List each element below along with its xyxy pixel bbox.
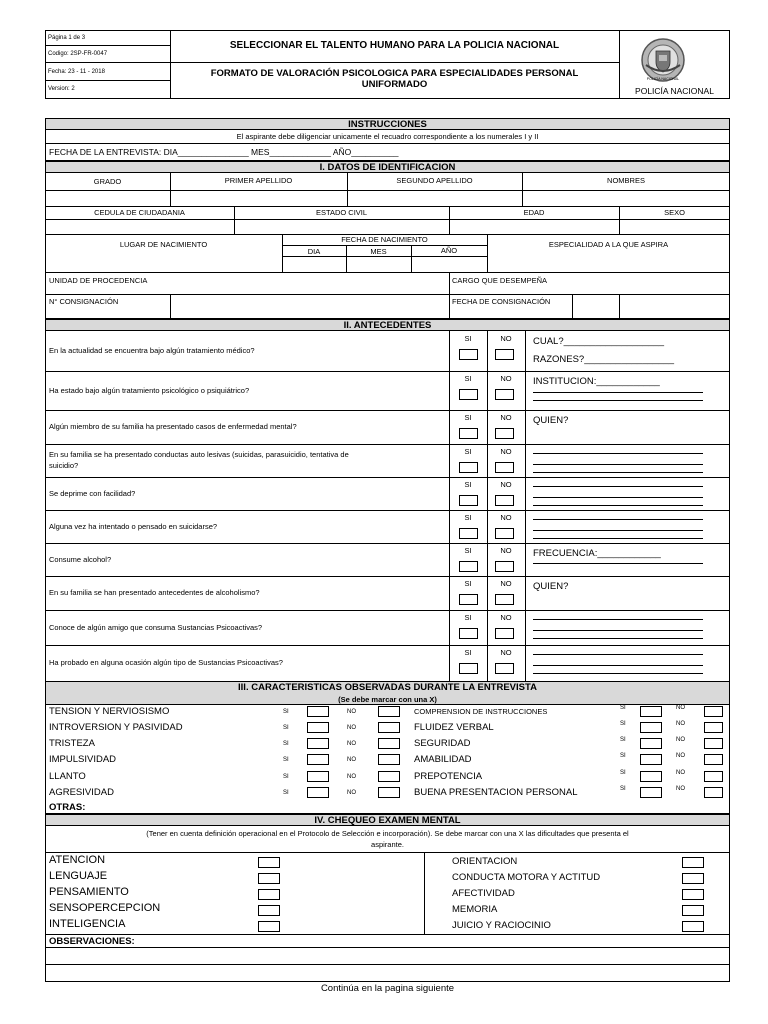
instructions-note: El aspirante debe diligenciar unicamente el recuadro correspondiente a los numerales I y II bbox=[236, 132, 539, 141]
si-checkbox[interactable] bbox=[640, 706, 662, 717]
antecedente-question: Ha probado en alguna ocasión algún tipo de Sustancias Psicoactivas? bbox=[49, 658, 283, 667]
section-4-heading: IV. CHEQUEO EXAMEN MENTAL bbox=[314, 815, 461, 826]
si-checkbox[interactable] bbox=[459, 594, 478, 605]
antecedente-question: Se deprime con facilidad? bbox=[49, 488, 136, 498]
antecedente-question: En su familia se ha presentado conductas auto lesivas (suicidas, parasuicidio, tentativa de bbox=[49, 449, 349, 459]
no-label: NO bbox=[676, 770, 685, 776]
mental-exam-item: ORIENTACION bbox=[452, 856, 518, 867]
si-checkbox[interactable] bbox=[307, 754, 329, 765]
dia-label: DIA bbox=[307, 247, 321, 256]
mental-exam-item: SENSOPERCEPCION bbox=[49, 902, 161, 914]
no-label: NO bbox=[676, 753, 685, 759]
si-label: SI bbox=[464, 334, 472, 343]
primer-apellido-label: PRIMER APELLIDO bbox=[224, 176, 293, 185]
si-label: SI bbox=[283, 709, 289, 715]
si-checkbox[interactable] bbox=[307, 787, 329, 798]
answer-line[interactable] bbox=[533, 472, 703, 473]
si-checkbox[interactable] bbox=[459, 349, 478, 360]
no-checkbox[interactable] bbox=[495, 594, 514, 605]
si-label: SI bbox=[464, 546, 472, 555]
trait-label: INTROVERSION Y PASIVIDAD bbox=[49, 722, 183, 733]
grado-label: GRADO bbox=[93, 177, 122, 186]
answer-line[interactable] bbox=[533, 538, 703, 539]
si-checkbox[interactable] bbox=[640, 754, 662, 765]
segundo-apellido-label: SEGUNDO APELLIDO bbox=[396, 176, 473, 185]
no-checkbox[interactable] bbox=[495, 628, 514, 639]
trait-label: TRISTEZA bbox=[49, 738, 95, 749]
antecedente-detail[interactable]: CUAL?___________________ bbox=[533, 336, 665, 347]
si-checkbox[interactable] bbox=[307, 738, 329, 749]
antecedente-detail[interactable]: QUIEN? bbox=[533, 415, 569, 426]
si-checkbox[interactable] bbox=[459, 389, 478, 400]
answer-line[interactable] bbox=[533, 654, 703, 655]
mental-exam-checkbox[interactable] bbox=[258, 921, 280, 932]
no-label: NO bbox=[676, 705, 685, 711]
si-checkbox[interactable] bbox=[640, 771, 662, 782]
mental-exam-item: INTELIGENCIA bbox=[49, 918, 126, 930]
si-checkbox[interactable] bbox=[459, 495, 478, 506]
si-checkbox[interactable] bbox=[640, 722, 662, 733]
trait-label: AMABILIDAD bbox=[414, 754, 472, 765]
sexo-label: SEXO bbox=[664, 208, 685, 217]
antecedente-question-cont: suicidio? bbox=[49, 460, 79, 470]
no-label: NO bbox=[676, 737, 685, 743]
no-label: NO bbox=[347, 741, 356, 747]
trait-label: PREPOTENCIA bbox=[414, 771, 483, 782]
row-divider bbox=[45, 371, 730, 372]
si-label: SI bbox=[464, 648, 472, 657]
no-checkbox[interactable] bbox=[378, 771, 400, 782]
otras-label: OTRAS: bbox=[49, 802, 86, 813]
no-checkbox[interactable] bbox=[378, 706, 400, 717]
si-label: SI bbox=[620, 770, 626, 776]
no-checkbox[interactable] bbox=[495, 428, 514, 439]
trait-label: LLANTO bbox=[49, 771, 86, 782]
no-checkbox[interactable] bbox=[704, 787, 723, 798]
si-label: SI bbox=[283, 790, 289, 796]
cargo-label: CARGO QUE DESEMPEÑA bbox=[452, 276, 548, 285]
answer-line[interactable] bbox=[533, 400, 703, 401]
mental-exam-checkbox[interactable] bbox=[682, 905, 704, 916]
no-label: NO bbox=[347, 757, 356, 763]
trait-label: TENSION Y NERVIOSISMO bbox=[49, 706, 170, 717]
row-divider bbox=[45, 410, 730, 411]
no-label: NO bbox=[500, 480, 512, 489]
mental-exam-checkbox[interactable] bbox=[258, 889, 280, 900]
antecedente-question: Consume alcohol? bbox=[49, 554, 112, 564]
row-divider bbox=[45, 645, 730, 646]
si-checkbox[interactable] bbox=[307, 722, 329, 733]
lugar-nacimiento-label: LUGAR DE NACIMIENTO bbox=[119, 240, 208, 249]
si-label: SI bbox=[464, 374, 472, 383]
nombres-label: NOMBRES bbox=[607, 176, 645, 185]
no-checkbox[interactable] bbox=[495, 663, 514, 674]
section-1-heading: I. DATOS DE IDENTIFICACION bbox=[319, 162, 456, 173]
no-checkbox[interactable] bbox=[704, 738, 723, 749]
no-label: NO bbox=[676, 721, 685, 727]
answer-line[interactable] bbox=[533, 630, 703, 631]
no-label: NO bbox=[500, 447, 512, 456]
si-label: SI bbox=[464, 413, 472, 422]
answer-line[interactable] bbox=[533, 638, 703, 639]
antecedente-question: Conoce de algún amigo que consuma Sustancias Psicoactivas? bbox=[49, 622, 263, 632]
si-checkbox[interactable] bbox=[459, 663, 478, 674]
mental-exam-checkbox[interactable] bbox=[682, 873, 704, 884]
no-checkbox[interactable] bbox=[704, 722, 723, 733]
no-label: NO bbox=[347, 725, 356, 731]
mental-exam-item: PENSAMIENTO bbox=[49, 886, 129, 898]
antecedente-question: Ha estado bajo algún tratamiento psicológico o psiquiátrico? bbox=[49, 385, 250, 395]
answer-line[interactable] bbox=[533, 486, 703, 487]
edad-label: EDAD bbox=[523, 208, 545, 217]
no-checkbox[interactable] bbox=[378, 787, 400, 798]
mental-exam-item: ATENCION bbox=[49, 854, 106, 866]
si-checkbox[interactable] bbox=[307, 771, 329, 782]
form-date: Fecha: 23 - 11 - 2018 bbox=[48, 69, 105, 75]
antecedente-detail[interactable]: RAZONES?_________________ bbox=[533, 354, 675, 365]
no-label: NO bbox=[500, 334, 512, 343]
answer-line[interactable] bbox=[533, 665, 703, 666]
si-label: SI bbox=[620, 737, 626, 743]
no-checkbox[interactable] bbox=[495, 462, 514, 473]
fecha-nacimiento-label: FECHA DE NACIMIENTO bbox=[341, 235, 428, 244]
trait-label: IMPULSIVIDAD bbox=[49, 754, 117, 765]
si-checkbox[interactable] bbox=[459, 462, 478, 473]
mental-exam-checkbox[interactable] bbox=[258, 857, 280, 868]
no-checkbox[interactable] bbox=[495, 495, 514, 506]
antecedente-question: Algún miembro de su familia ha presentado casos de enfermedad mental? bbox=[49, 422, 297, 431]
instructions-heading: INSTRUCCIONES bbox=[348, 119, 427, 130]
section-2-heading: II. ANTECEDENTES bbox=[343, 320, 432, 331]
fecha-consignacion-label: FECHA DE CONSIGNACIÓN bbox=[452, 297, 551, 306]
si-label: SI bbox=[620, 705, 626, 711]
no-label: NO bbox=[500, 513, 512, 522]
answer-line[interactable] bbox=[533, 619, 703, 620]
antecedente-question: Alguna vez ha intentado o pensado en suicidarse? bbox=[49, 521, 218, 531]
row-divider bbox=[45, 576, 730, 577]
si-label: SI bbox=[283, 757, 289, 763]
mental-exam-checkbox[interactable] bbox=[682, 889, 704, 900]
page-number: Página 1 de 3 bbox=[48, 35, 86, 41]
antecedente-detail[interactable]: QUIEN? bbox=[533, 581, 569, 592]
interview-date-field[interactable]: FECHA DE LA ENTREVISTA: DIA_______________ MES_____________ AÑO__________ bbox=[49, 147, 399, 157]
police-shield-logo bbox=[640, 37, 686, 83]
antecedente-detail[interactable]: INSTITUCION:____________ bbox=[533, 376, 660, 387]
si-label: SI bbox=[283, 774, 289, 780]
no-label: NO bbox=[500, 413, 512, 422]
consignacion-label: N° CONSIGNACIÓN bbox=[49, 297, 119, 306]
no-checkbox[interactable] bbox=[378, 738, 400, 749]
si-label: SI bbox=[464, 579, 472, 588]
especialidad-label: ESPECIALIDAD A LA QUE ASPIRA bbox=[548, 240, 669, 249]
no-label: NO bbox=[347, 774, 356, 780]
mental-exam-checkbox[interactable] bbox=[258, 873, 280, 884]
answer-line[interactable] bbox=[533, 392, 703, 393]
si-checkbox[interactable] bbox=[459, 561, 478, 572]
si-label: SI bbox=[283, 741, 289, 747]
form-version: Version: 2 bbox=[48, 86, 75, 92]
section-4-note-2: aspirante. bbox=[371, 840, 404, 849]
logo-text: POLICÍA NACIONAL bbox=[646, 77, 680, 81]
ano-label: AÑO bbox=[440, 246, 458, 255]
no-label: NO bbox=[347, 790, 356, 796]
no-label: NO bbox=[500, 648, 512, 657]
no-label: NO bbox=[676, 786, 685, 792]
si-checkbox[interactable] bbox=[459, 528, 478, 539]
unidad-label: UNIDAD DE PROCEDENCIA bbox=[49, 276, 148, 285]
trait-label: BUENA PRESENTACION PERSONAL bbox=[414, 787, 578, 798]
logo-caption: POLICÍA NACIONAL bbox=[635, 86, 714, 96]
no-label: NO bbox=[500, 374, 512, 383]
mental-exam-checkbox[interactable] bbox=[258, 905, 280, 916]
mental-exam-item: JUICIO Y RACIOCINIO bbox=[452, 920, 551, 931]
no-label: NO bbox=[500, 613, 512, 622]
no-checkbox[interactable] bbox=[495, 528, 514, 539]
section-4-note-1: (Tener en cuenta definición operacional en el Protocolo de Selección e incorporación). Se debe marcar con una X las dificultades que presenta el bbox=[146, 829, 629, 838]
row-divider bbox=[45, 543, 730, 544]
answer-line[interactable] bbox=[533, 497, 703, 498]
si-checkbox[interactable] bbox=[640, 738, 662, 749]
row-divider bbox=[45, 510, 730, 511]
no-label: NO bbox=[500, 579, 512, 588]
mental-exam-item: CONDUCTA MOTORA Y ACTITUD bbox=[452, 872, 601, 883]
page-title: SELECCIONAR EL TALENTO HUMANO PARA LA POLICIA NACIONAL bbox=[229, 40, 560, 51]
mental-exam-item: MEMORIA bbox=[452, 904, 498, 915]
row-divider bbox=[45, 477, 730, 478]
no-label: NO bbox=[347, 709, 356, 715]
answer-line[interactable] bbox=[533, 505, 703, 506]
answer-line[interactable] bbox=[533, 453, 703, 454]
estado-civil-label: ESTADO CIVIL bbox=[315, 208, 368, 217]
antecedente-question: En la actualidad se encuentra bajo algún tratamiento médico? bbox=[49, 346, 255, 355]
form-subtitle-2: UNIFORMADO bbox=[361, 79, 428, 90]
section-3-heading: III. CARACTERISTICAS OBSERVADAS DURANTE LA ENTREVISTA bbox=[238, 682, 537, 693]
si-checkbox[interactable] bbox=[459, 428, 478, 439]
mental-exam-item: LENGUAJE bbox=[49, 870, 108, 882]
no-checkbox[interactable] bbox=[378, 754, 400, 765]
form-code: Codigo: 2SP-FR-0047 bbox=[48, 51, 108, 57]
trait-label: AGRESIVIDAD bbox=[49, 787, 114, 798]
si-checkbox[interactable] bbox=[459, 628, 478, 639]
antecedente-detail[interactable]: FRECUENCIA:____________ bbox=[533, 548, 661, 559]
mental-exam-checkbox[interactable] bbox=[682, 921, 704, 932]
no-checkbox[interactable] bbox=[704, 706, 723, 717]
mes-label: MES bbox=[370, 247, 387, 256]
no-checkbox[interactable] bbox=[495, 561, 514, 572]
no-checkbox[interactable] bbox=[495, 389, 514, 400]
si-label: SI bbox=[620, 786, 626, 792]
antecedente-question: En su familia se han presentado antecedentes de alcoholismo? bbox=[49, 588, 260, 597]
trait-label: COMPRENSION DE INSTRUCCIONES bbox=[414, 707, 548, 716]
si-checkbox[interactable] bbox=[640, 787, 662, 798]
trait-label: SEGURIDAD bbox=[414, 738, 471, 749]
answer-line[interactable] bbox=[533, 673, 703, 674]
cedula-label: CEDULA DE CIUDADANIA bbox=[94, 208, 185, 217]
si-label: SI bbox=[620, 721, 626, 727]
mental-exam-checkbox[interactable] bbox=[682, 857, 704, 868]
answer-line[interactable] bbox=[533, 530, 703, 531]
trait-label: FLUIDEZ VERBAL bbox=[414, 722, 494, 733]
si-label: SI bbox=[464, 513, 472, 522]
si-checkbox[interactable] bbox=[307, 706, 329, 717]
answer-line[interactable] bbox=[533, 563, 703, 564]
form-subtitle-1: FORMATO DE VALORACIÓN PSICOLOGICA PARA ESPECIALIDADES PERSONAL bbox=[210, 68, 579, 79]
answer-line[interactable] bbox=[533, 519, 703, 520]
no-checkbox[interactable] bbox=[704, 771, 723, 782]
mental-exam-item: AFECTIVIDAD bbox=[452, 888, 515, 899]
no-checkbox[interactable] bbox=[704, 754, 723, 765]
si-label: SI bbox=[620, 753, 626, 759]
no-checkbox[interactable] bbox=[495, 349, 514, 360]
si-label: SI bbox=[464, 480, 472, 489]
row-divider bbox=[45, 444, 730, 445]
si-label: SI bbox=[464, 613, 472, 622]
footer-continue: Continúa en la pagina siguiente bbox=[320, 983, 455, 994]
section-3-note: (Se debe marcar con una X) bbox=[338, 695, 437, 704]
no-label: NO bbox=[500, 546, 512, 555]
si-label: SI bbox=[464, 447, 472, 456]
no-checkbox[interactable] bbox=[378, 722, 400, 733]
answer-line[interactable] bbox=[533, 464, 703, 465]
observaciones-label: OBSERVACIONES: bbox=[49, 936, 135, 947]
si-label: SI bbox=[283, 725, 289, 731]
row-divider bbox=[45, 610, 730, 611]
